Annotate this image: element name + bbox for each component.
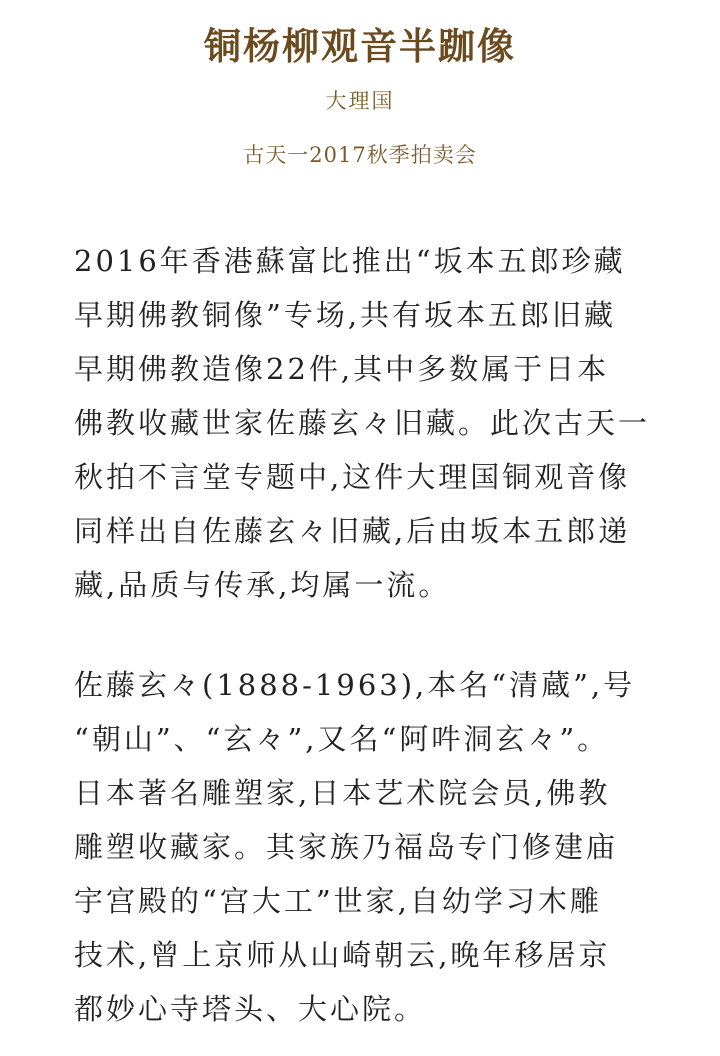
- paragraph-line: 秋拍不言堂专题中,这件大理国铜观音像: [74, 460, 631, 494]
- auction-name: 古天一2017秋季拍卖会: [243, 143, 477, 167]
- paragraph-line: 同样出自佐藤玄々旧藏,后由坂本五郎递: [74, 514, 631, 548]
- paragraph-line: 藏,品质与传承,均属一流。: [74, 568, 451, 602]
- paragraph-line: 技术,曾上京师从山崎朝云,晚年移居京: [74, 938, 611, 972]
- paragraph-line: 都妙心寺塔头、大心院。: [74, 992, 427, 1026]
- paragraph-line: 日本著名雕塑家,日本艺术院会员,佛教: [74, 776, 611, 810]
- paragraph-line: 雕塑收藏家。其家族乃福岛专门修建庙: [74, 830, 619, 864]
- paragraph-2: [74, 658, 654, 1036]
- paragraph-1: [74, 234, 654, 612]
- paragraph-line: “朝山”、“玄々”,又名“阿吽洞玄々”。: [74, 722, 610, 756]
- paragraph-line: 2016年香港蘇富比推出“坂本五郎珍藏: [74, 244, 626, 278]
- paragraph-line: 宇宫殿的“宫大工”世家,自幼学习木雕: [74, 884, 602, 918]
- paragraph-line: 佛教收藏世家佐藤玄々旧藏。此次古天一: [74, 406, 651, 440]
- paragraph-line: 早期佛教铜像”专场,共有坂本五郎旧藏: [74, 298, 617, 332]
- article-title: 铜杨柳观音半跏像: [204, 24, 516, 68]
- paragraph-line: 早期佛教造像22件,其中多数属于日本: [74, 352, 610, 386]
- article-subtitle: 大理国: [325, 89, 395, 113]
- paragraph-line: 佐藤玄々(1888-1963),本名“清蔵”,号: [74, 668, 636, 702]
